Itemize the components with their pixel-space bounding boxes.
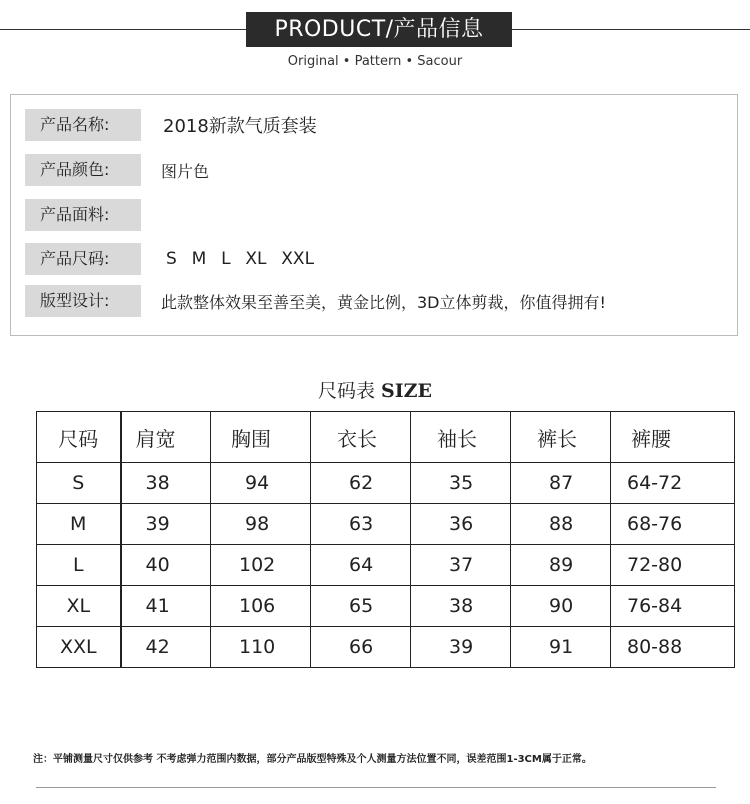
- info-row-design: [25, 285, 606, 317]
- table-cell: 38: [411, 586, 511, 627]
- table-cell: 62: [311, 463, 411, 504]
- section-title: PRODUCT/产品信息: [246, 12, 512, 47]
- info-value: S M L XL XXL: [166, 249, 315, 269]
- size-table: [36, 411, 735, 668]
- info-label: 产品尺码:: [25, 243, 141, 275]
- size-chart-heading: [0, 376, 750, 403]
- table-row: [37, 545, 735, 586]
- table-cell: 42: [121, 627, 211, 668]
- table-cell: 37: [411, 545, 511, 586]
- table-cell: 110: [211, 627, 311, 668]
- table-cell: 102: [211, 545, 311, 586]
- table-cell: 87: [511, 463, 611, 504]
- table-cell: 88: [511, 504, 611, 545]
- table-header-cell: 尺码: [37, 412, 121, 463]
- table-header-cell: 肩宽: [121, 412, 211, 463]
- table-cell: 94: [211, 463, 311, 504]
- table-cell: 80-88: [611, 627, 735, 668]
- info-value: 2018新款气质套装: [163, 116, 317, 137]
- table-cell: 72-80: [611, 545, 735, 586]
- table-row: [37, 504, 735, 545]
- table-cell: 98: [211, 504, 311, 545]
- info-label: 版型设计:: [25, 285, 141, 317]
- measurement-note: 注：平铺测量尺寸仅供参考 不考虑弹力范围内数据，部分产品版型特殊及个人测量方法位置不同，误差范围1-3CM属于正常。: [33, 754, 592, 765]
- table-cell: S: [37, 463, 121, 504]
- table-header-row: [37, 412, 735, 463]
- table-cell: XL: [37, 586, 121, 627]
- info-value: 图片色: [161, 161, 210, 181]
- info-row-color: [25, 154, 209, 186]
- table-header-cell: 裤腰: [611, 412, 735, 463]
- table-cell: 76-84: [611, 586, 735, 627]
- table-cell: 41: [121, 586, 211, 627]
- table-cell: 65: [311, 586, 411, 627]
- table-cell: 40: [121, 545, 211, 586]
- info-label: 产品面料:: [25, 199, 141, 231]
- info-label: 产品颜色:: [25, 154, 141, 186]
- table-cell: 68-76: [611, 504, 735, 545]
- table-cell: XXL: [37, 627, 121, 668]
- table-row: [37, 586, 735, 627]
- table-cell: M: [37, 504, 121, 545]
- info-row-name: [25, 109, 317, 141]
- product-info-box: [10, 94, 738, 336]
- table-cell: 39: [411, 627, 511, 668]
- size-heading-en: SIZE: [381, 380, 433, 402]
- info-label: 产品名称:: [25, 109, 141, 141]
- table-cell: 106: [211, 586, 311, 627]
- table-header-cell: 袖长: [411, 412, 511, 463]
- table-cell: 64-72: [611, 463, 735, 504]
- table-cell: 91: [511, 627, 611, 668]
- table-cell: 36: [411, 504, 511, 545]
- table-row: [37, 463, 735, 504]
- table-header-cell: 裤长: [511, 412, 611, 463]
- table-cell: 64: [311, 545, 411, 586]
- info-row-size: [25, 243, 314, 275]
- table-row: [37, 627, 735, 668]
- info-row-fabric: [25, 199, 161, 231]
- table-cell: 66: [311, 627, 411, 668]
- table-header-cell: 衣长: [311, 412, 411, 463]
- table-cell: L: [37, 545, 121, 586]
- table-cell: 38: [121, 463, 211, 504]
- table-cell: 89: [511, 545, 611, 586]
- table-cell: 90: [511, 586, 611, 627]
- table-cell: 39: [121, 504, 211, 545]
- footer-divider-line: [36, 787, 716, 788]
- info-value: 此款整体效果至善至美，黄金比例，3D立体剪裁，你值得拥有!: [161, 292, 606, 312]
- size-heading-cn: 尺码表: [317, 380, 375, 402]
- section-subtitle: Original • Pattern • Sacour: [287, 54, 463, 69]
- table-cell: 63: [311, 504, 411, 545]
- table-header-cell: 胸围: [211, 412, 311, 463]
- table-cell: 35: [411, 463, 511, 504]
